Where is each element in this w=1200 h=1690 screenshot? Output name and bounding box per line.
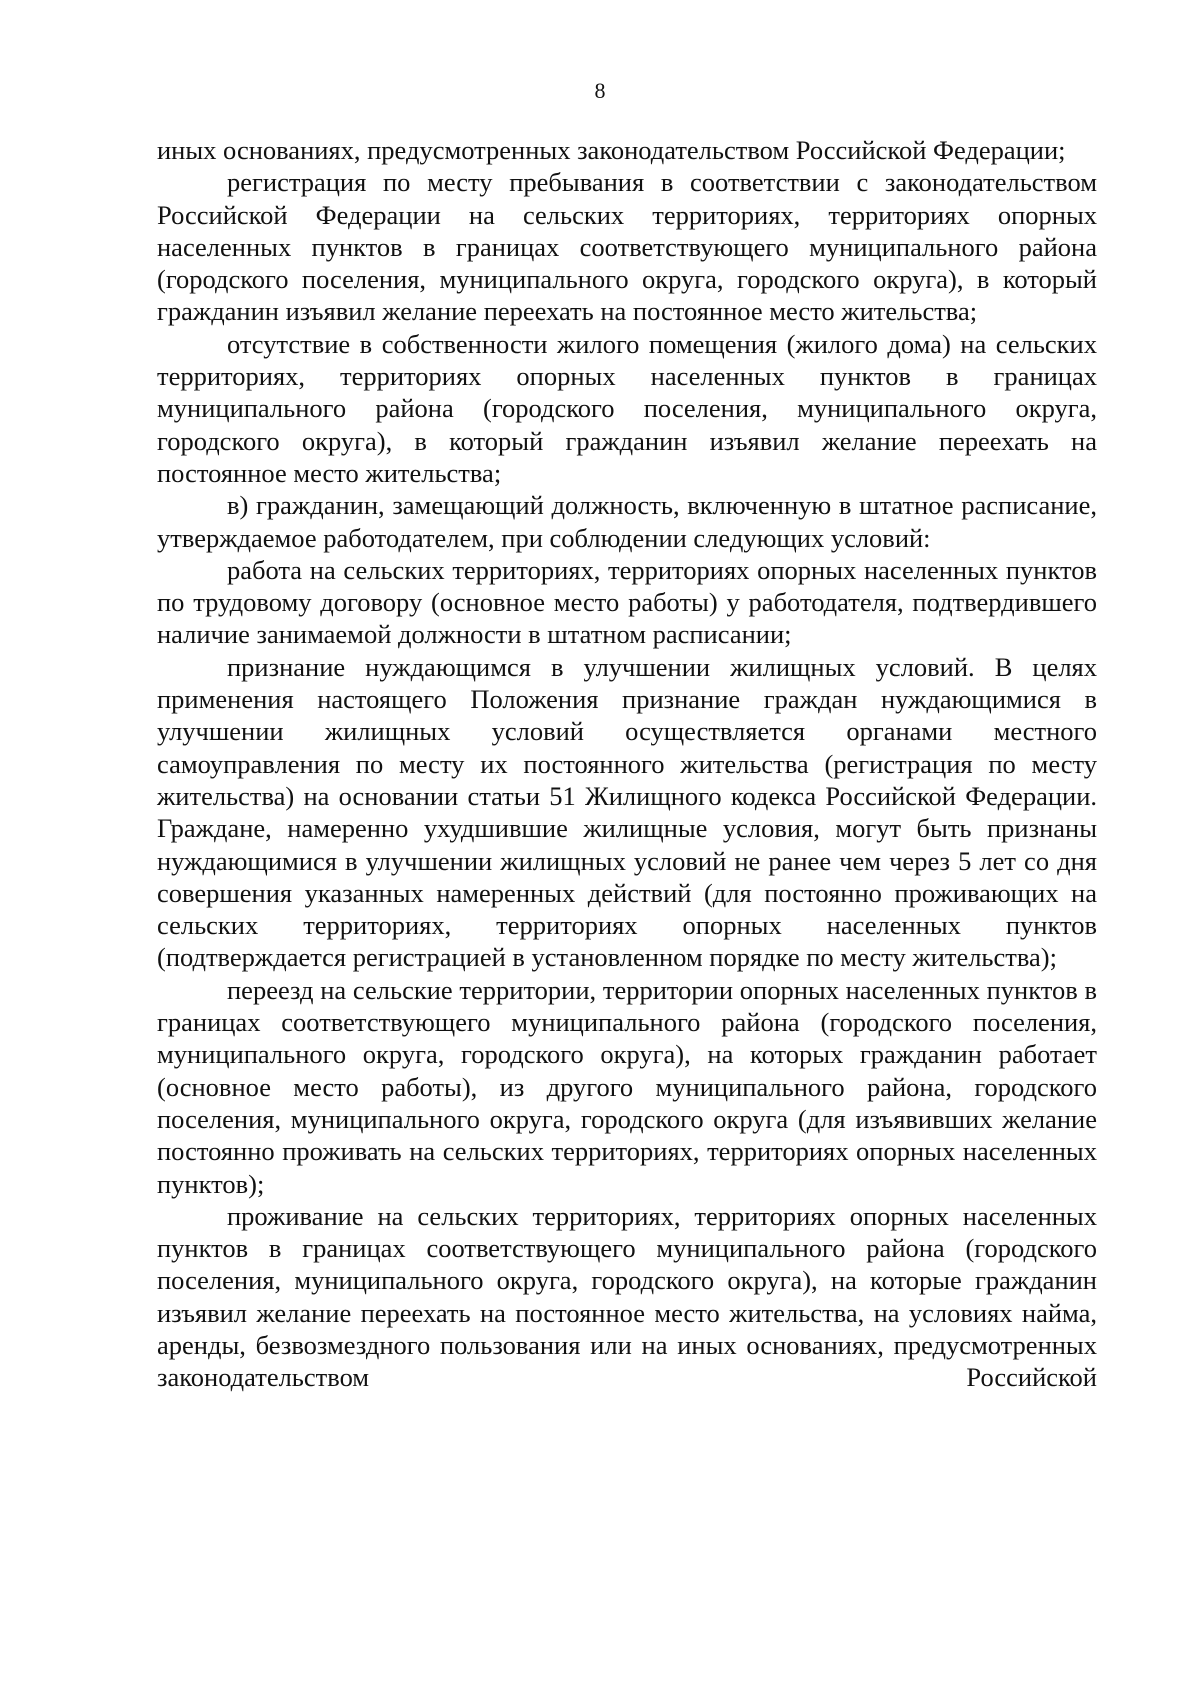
paragraph-item-v: в) гражданин, замещающий должность, включенную в штатное расписание, утверждаемое работодателем, при соблюдении следующих условий:	[157, 490, 1097, 553]
paragraph-residence: проживание на сельских территориях, территориях опорных населенных пунктов в границах соответствующего муниципального района (городского поселения, муниципального округа, городского округа), на которые гражданин изъявил желание переехать на постоянное место жительства, на условиях найма, аренды, безвозмездного пользования или на иных основаниях, предусмотренных законодательством Российской	[157, 1200, 1097, 1393]
paragraph-no-property: отсутствие в собственности жилого помещения (жилого дома) на сельских территориях, территориях опорных населенных пунктов в границах муниципального района (городского поселения, муниципального округа, городского округа), в который гражданин изъявил желание переехать на постоянное место жительства;	[157, 328, 1097, 488]
document-body	[157, 134, 1097, 1394]
paragraph-registration: регистрация по месту пребывания в соответствии с законодательством Российской Федерации на сельских территориях, территориях опорных населенных пунктов в границах соответствующего муниципального района (городского поселения, муниципального округа, городского округа), в который гражданин изъявил желание переехать на постоянное место жительства;	[157, 167, 1097, 327]
paragraph-continuation: иных основаниях, предусмотренных законодательством Российской Федерации;	[157, 135, 1066, 165]
paragraph-housing-need: признание нуждающимся в улучшении жилищных условий. В целях применения настоящего Положения признание граждан нуждающимися в улучшении жилищных условий осуществляется органами местного самоуправления по месту их постоянного жительства (регистрация по месту жительства) на основании статьи 51 Жилищного кодекса Российской Федерации. Граждане, намеренно ухудшившие жилищные условия, могут быть признаны нуждающимися в улучшении жилищных условий не ранее чем через 5 лет со дня совершения указанных намеренных действий (для постоянно проживающих на сельских территориях, территориях опорных населенных пунктов (подтверждается регистрацией в установленном порядке по месту жительства);	[157, 651, 1097, 973]
page-number: 8	[594, 78, 606, 103]
paragraph-relocation: переезд на сельские территории, территории опорных населенных пунктов в границах соответствующего муниципального района (городского поселения, муниципального округа, городского округа), на которых гражданин работает (основное место работы), из другого муниципального района, городского поселения, муниципального округа, городского округа (для изъявивших желание постоянно проживать на сельских территориях, территориях опорных населенных пунктов);	[157, 974, 1097, 1199]
paragraph-work: работа на сельских территориях, территориях опорных населенных пунктов по трудовому договору (основное место работы) у работодателя, подтвердившего наличие занимаемой должности в штатном расписании;	[157, 554, 1097, 650]
